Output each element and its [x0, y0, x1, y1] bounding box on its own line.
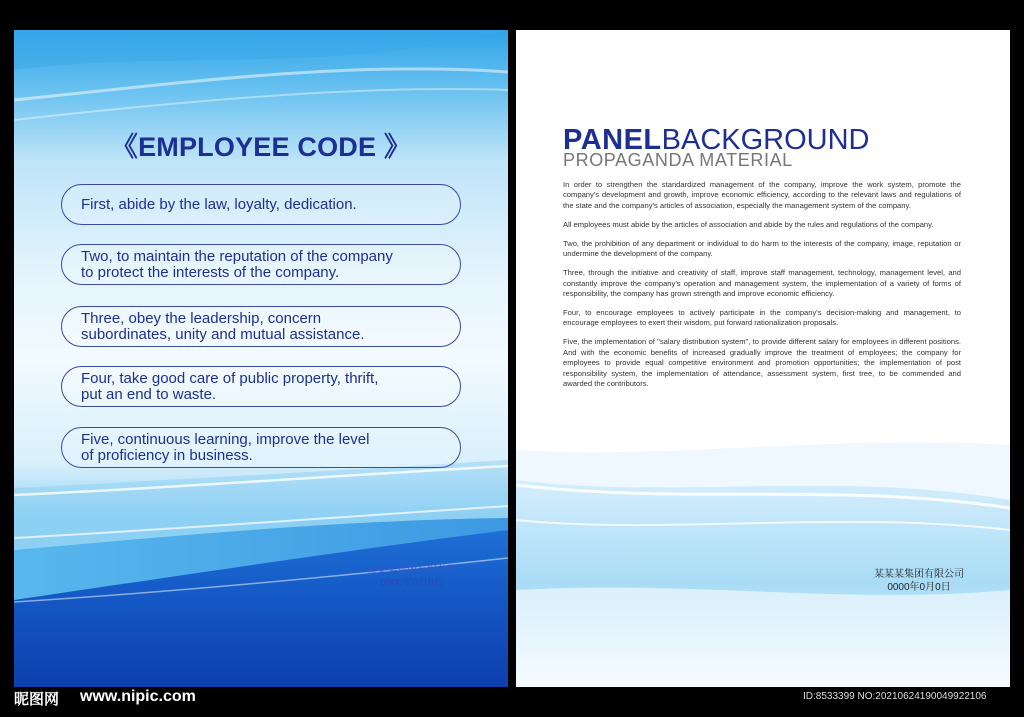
code-item-3 — [61, 306, 461, 347]
code-item-3-line-2: subordinates, unity and mutual assistance. — [81, 325, 365, 343]
watermark-url: www.nipic.com — [80, 688, 196, 705]
body-text — [563, 180, 961, 398]
employee-code-title: 《EMPLOYEE CODE 》 — [110, 132, 412, 162]
paragraph-5: Four, to encourage employees to actively participate in the company's decision-making and management, to encourage employees to exert their wisdom, put forward rationalization proposals. — [563, 308, 961, 328]
code-item-5-line-2: of proficiency in business. — [81, 446, 253, 464]
paragraph-3: Two, the prohibition of any department or individual to do harm to the interests of the company, image, reputation or undermine the development of the company. — [563, 238, 961, 259]
left-footer — [352, 564, 472, 590]
code-item-3-line-1: Three, obey the leadership, concern — [81, 309, 322, 327]
right-footer-date: 0000年0月0日 — [887, 582, 951, 593]
code-item-5-line-1: Five, continuous learning, improve the level — [81, 430, 370, 448]
right-footer-company: 某某某集团有限公司 — [874, 569, 964, 580]
panel-heading-bold: PANEL — [563, 124, 662, 156]
paragraph-4: Three, through the initiative and creativity of staff, improve staff management, technology, management level, and constantly improve the company's operation and management system, the implementation of a variety of forms of responsibility, the company has grown strength and improve economic efficiency. — [563, 268, 961, 299]
code-item-2-line-1: Two, to maintain the reputation of the company — [81, 247, 393, 265]
code-item-2-line-2: to protect the interests of the company. — [81, 263, 340, 281]
code-item-4-line-1: Four, take good care of public property, thrift, — [81, 369, 379, 387]
paragraph-1: In order to strengthen the standardized management of the company, improve the work system, promote the company's development and growth, improve economic efficiency, according to the relevant laws and regulations of the state and the company's articles of association, especially the management system of the company. — [563, 180, 961, 210]
paragraph-2: All employees must abide by the articles of association and abide by the rules and regulations of the company. — [563, 219, 934, 229]
code-item-1-line-1: First, abide by the law, loyalty, dedication. — [81, 195, 357, 213]
employee-code-panel — [14, 30, 508, 687]
left-footer-date: 0000年0月0日 — [380, 578, 444, 589]
left-footer-company: 某某某集团有限公司 — [367, 565, 457, 576]
code-item-2 — [61, 244, 461, 285]
code-item-5 — [61, 427, 461, 468]
panel-subtitle: PROPAGANDA MATERIAL — [563, 150, 793, 170]
code-item-4-line-2: put an end to waste. — [81, 385, 217, 403]
code-item-4 — [61, 366, 461, 407]
panel-heading-regular: BACKGROUND — [661, 124, 870, 156]
propaganda-panel — [516, 30, 1010, 687]
right-footer — [874, 568, 964, 594]
watermark-logo: 昵图网 — [14, 690, 60, 708]
code-item-1 — [61, 184, 461, 225]
watermark-id: ID:8533399 NO:20210624190049922106 — [803, 691, 987, 702]
paragraph-6: Five, the implementation of "salary distribution system", to provide different salary for employees in different positions. And with the economic benefits of increased gradually improve the treatment of employees; the company for employees to provide equal competitive environment and promotion opportunities; the implementation of post responsibility system, the implementation of attendance, assessment system, first tree, to be commended and awarded the contributors. — [563, 337, 961, 389]
